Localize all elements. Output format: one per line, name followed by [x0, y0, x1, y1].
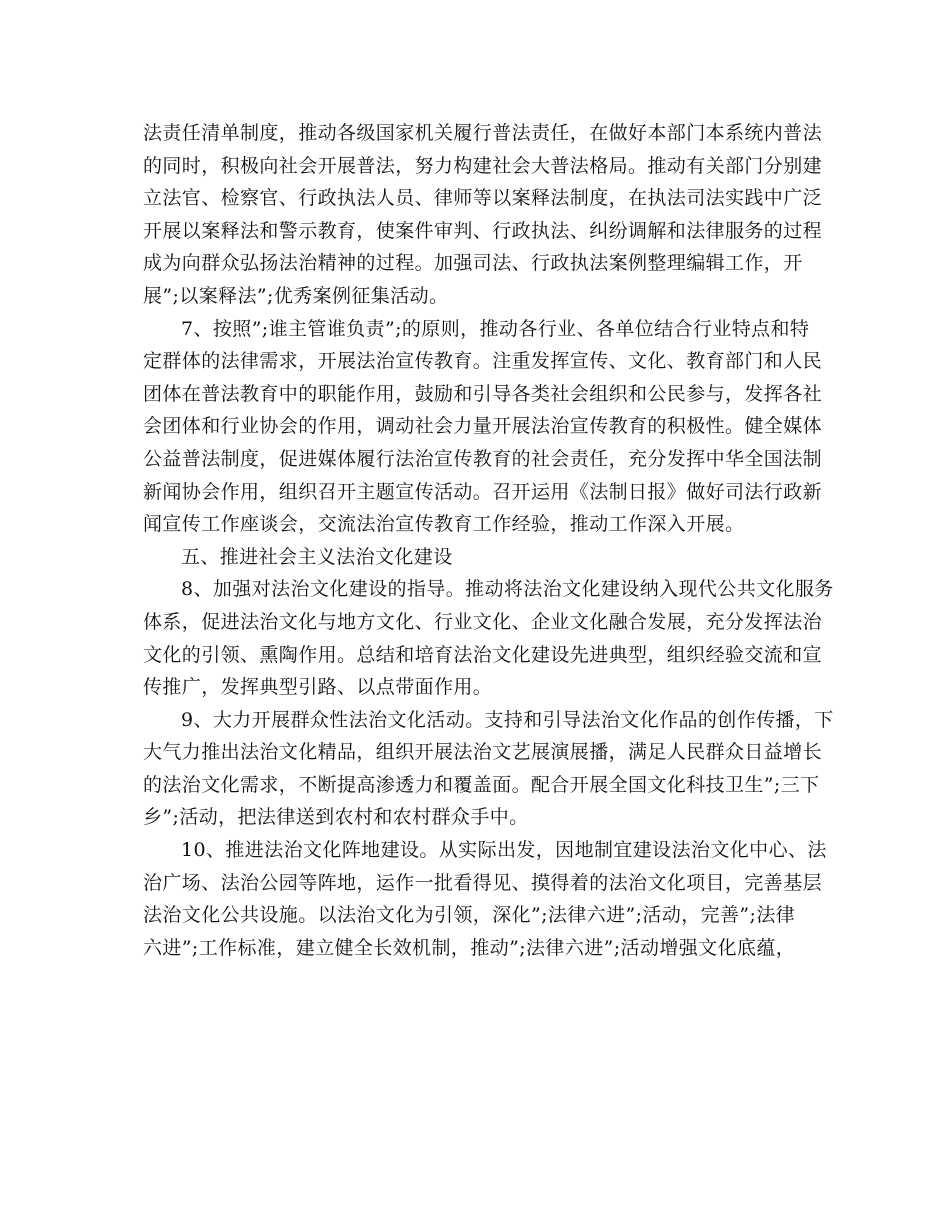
text-line: 公益普法制度，促进媒体履行法治宣传教育的社会责任，充分发挥中华全国法制: [143, 447, 823, 470]
text-line: 法治文化公共设施。以法治文化为引领，深化”;法律六进”;活动，完善”;法律: [143, 904, 796, 927]
text-line: 定群体的法律需求，开展法治宣传教育。注重发挥宣传、文化、教育部门和人民: [143, 350, 823, 373]
text-line: 的法治文化需求，不断提高渗透力和覆盖面。配合开展全国文化科技卫生”;三下: [143, 773, 820, 796]
text-line: 成为向群众弘扬法治精神的过程。加强司法、行政执法案例整理编辑工作，开: [143, 252, 803, 275]
text-line: 传推广，发挥典型引路、以点带面作用。: [143, 676, 493, 699]
text-line: 的同时，积极向社会开展普法，努力构建社会大普法格局。推动有关部门分别建: [143, 154, 823, 177]
text-line: 展”;以案释法”;优秀案例征集活动。: [143, 284, 449, 307]
text-line: 文化的引领、熏陶作用。总结和培育法治文化建设先进典型，组织经验交流和宣: [143, 643, 823, 666]
text-line: 乡”;活动，把法律送到农村和农村群众手中。: [143, 806, 529, 829]
text-line: 体系，促进法治文化与地方文化、行业文化、企业文化融合发展，充分发挥法治: [143, 610, 823, 633]
text-line: 8、加强对法治文化建设的指导。推动将法治文化建设纳入现代公共文化服务: [181, 578, 834, 601]
text-line: 治广场、法治公园等阵地，运作一批看得见、摸得着的法治文化项目，完善基层: [143, 871, 823, 894]
text-line: 立法官、检察官、行政执法人员、律师等以案释法制度，在执法司法实践中广泛: [143, 187, 823, 210]
text-line: 法责任清单制度，推动各级国家机关履行普法责任，在做好本部门本系统内普法: [143, 122, 823, 144]
text-line: 大气力推出法治文化精品，组织开展法治文艺展演展播，满足人民群众日益增长: [143, 741, 823, 764]
text-line: 五、推进社会主义法治文化建设: [181, 545, 453, 568]
text-line: 会团体和行业协会的作用，调动社会力量开展法治宣传教育的积极性。健全媒体: [143, 415, 823, 438]
text-line: 闻宣传工作座谈会，交流法治宣传教育工作经验，推动工作深入开展。: [143, 513, 745, 536]
text-line: 10、推进法治文化阵地建设。从实际出发，因地制宜建设法治文化中心、法: [181, 839, 827, 862]
text-line: 新闻协会作用，组织召开主题宣传活动。召开运用《法制日报》做好司法行政新: [143, 480, 823, 503]
document-body: [143, 117, 834, 964]
text-line: 团体在普法教育中的职能作用，鼓励和引导各类社会组织和公民参与，发挥各社: [143, 382, 823, 405]
text-line: 9、大力开展群众性法治文化活动。支持和引导法治文化作品的创作传播，下: [181, 708, 834, 731]
text-line: 7、按照”;谁主管谁负责”;的原则，推动各行业、各单位结合行业特点和特: [181, 317, 810, 340]
text-line: 开展以案释法和警示教育，使案件审判、行政执法、纠纷调解和法律服务的过程: [143, 219, 823, 242]
text-line: 六进”;工作标准，建立健全长效机制，推动”;法律六进”;活动增强文化底蕴，: [143, 936, 796, 959]
